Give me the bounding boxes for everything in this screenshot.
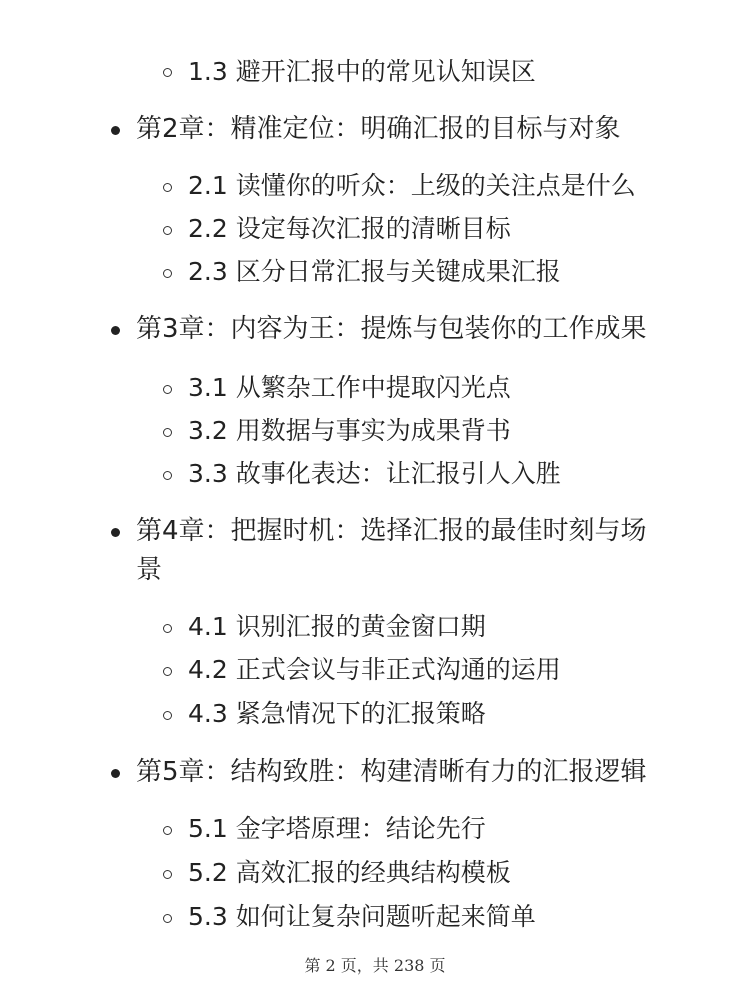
chapter-4-heading: 第4章：把握时机：选择汇报的最佳时刻与场 <box>136 516 647 546</box>
section-5-3: 5.3 如何让复杂问题听起来简单 <box>188 902 536 931</box>
section-bullet-icon <box>163 68 172 77</box>
chapter-5-heading: 第5章：结构致胜：构建清晰有力的汇报逻辑 <box>136 757 647 787</box>
section-1-3: 1.3 避开汇报中的常见认知误区 <box>188 57 536 86</box>
section-5-1: 5.1 金字塔原理：结论先行 <box>188 814 486 843</box>
chapter-2-heading: 第2章：精准定位：明确汇报的目标与对象 <box>136 114 621 144</box>
section-bullet-icon <box>163 385 172 394</box>
section-bullet-icon <box>163 226 172 235</box>
section-3-2: 3.2 用数据与事实为成果背书 <box>188 416 511 445</box>
section-bullet-icon <box>163 428 172 437</box>
page-indicator: 第 2 页，共 238 页 <box>304 956 446 975</box>
chapter-3-heading: 第3章：内容为王：提炼与包装你的工作成果 <box>136 314 647 344</box>
chapter-4-heading-continued: 景 <box>136 555 163 585</box>
chapter-bullet-icon <box>111 528 120 537</box>
section-bullet-icon <box>163 667 172 676</box>
section-bullet-icon <box>163 624 172 633</box>
chapter-bullet-icon <box>111 769 120 778</box>
section-bullet-icon <box>163 471 172 480</box>
section-2-3: 2.3 区分日常汇报与关键成果汇报 <box>188 257 561 286</box>
section-3-3: 3.3 故事化表达：让汇报引人入胜 <box>188 459 561 488</box>
section-bullet-icon <box>163 269 172 278</box>
section-4-3: 4.3 紧急情况下的汇报策略 <box>188 699 486 728</box>
section-4-2: 4.2 正式会议与非正式沟通的运用 <box>188 655 561 684</box>
section-bullet-icon <box>163 711 172 720</box>
section-bullet-icon <box>163 914 172 923</box>
section-bullet-icon <box>163 183 172 192</box>
chapter-bullet-icon <box>111 126 120 135</box>
section-4-1: 4.1 识别汇报的黄金窗口期 <box>188 612 486 641</box>
section-2-1: 2.1 读懂你的听众：上级的关注点是什么 <box>188 171 636 200</box>
section-3-1: 3.1 从繁杂工作中提取闪光点 <box>188 373 511 402</box>
section-bullet-icon <box>163 826 172 835</box>
section-5-2: 5.2 高效汇报的经典结构模板 <box>188 858 511 887</box>
chapter-bullet-icon <box>111 326 120 335</box>
section-bullet-icon <box>163 870 172 879</box>
section-2-2: 2.2 设定每次汇报的清晰目标 <box>188 214 511 243</box>
